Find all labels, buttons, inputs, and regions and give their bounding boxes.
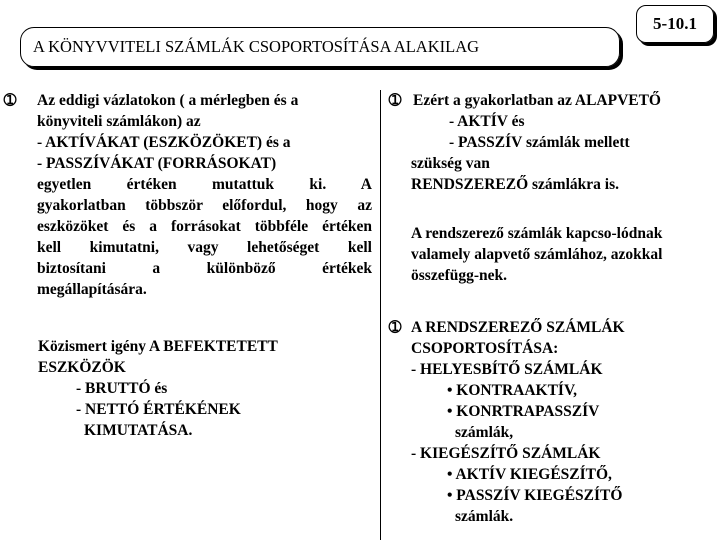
text-line: számlák, (455, 424, 514, 441)
column-divider (380, 90, 381, 540)
right-paragraph-1 (411, 90, 711, 195)
left-paragraph-1 (37, 90, 372, 300)
bullet-icon: ➀ (3, 93, 17, 109)
text-line: - KIEGÉSZÍTŐ SZÁMLÁK (411, 445, 601, 462)
text-line: szükség van (411, 155, 490, 172)
text-line: biztosítani a különböző értékek (37, 260, 372, 277)
text-line: megállapítására. (37, 281, 147, 298)
text-line: valamely alapvető számlához, azokkal (411, 246, 663, 263)
text-line: gyakorlatban többször előfordul, hogy az (37, 197, 372, 214)
text-line: Az eddigi vázlatokon ( a mérlegben és a (37, 92, 299, 109)
text-line: - BRUTTÓ és (76, 380, 168, 397)
text-line: Közismert igény A BEFEKTETETT (38, 338, 278, 355)
bullet-icon: ➀ (388, 320, 402, 336)
text-line: összefügg-nek. (411, 267, 508, 284)
slide-number: 5-10.1 (653, 14, 697, 33)
text-line: - NETTÓ ÉRTÉKÉNEK (76, 401, 241, 418)
left-paragraph-2 (38, 336, 358, 441)
text-line: - PASSZÍV számlák mellett (449, 134, 630, 151)
right-paragraph-1b (411, 223, 711, 286)
text-line: - HELYESBÍTŐ SZÁMLÁK (411, 361, 603, 378)
text-line: • PASSZÍV KIEGÉSZÍTŐ (447, 487, 623, 504)
text-line: - AKTÍVÁKAT (ESZKÖZÖKET) és a (37, 134, 291, 151)
text-line: számlák. (455, 508, 514, 525)
right-paragraph-2 (411, 317, 711, 527)
text-line: - PASSZÍVÁKAT (FORRÁSOKAT) (37, 155, 277, 172)
text-line: eszközöket és a forrásokat többféle értéken (37, 218, 372, 235)
text-line: egyetlen értéken mutattuk ki. A (37, 176, 372, 193)
slide-number-box (636, 5, 714, 43)
text-line: kell kimutatni, vagy lehetőséget kell (37, 239, 372, 256)
text-line: könyviteli számlákon) az (37, 113, 201, 130)
text-line: KIMUTATÁSA. (84, 422, 193, 439)
text-line: Ezért a gyakorlatban az ALAPVETŐ (413, 92, 661, 109)
text-line: • KONTRAAKTÍV, (447, 382, 578, 399)
text-line: - AKTÍV és (449, 113, 525, 130)
slide-title (20, 27, 620, 67)
text-line: ESZKÖZÖK (38, 359, 126, 376)
text-line: • AKTÍV KIEGÉSZÍTŐ, (447, 466, 612, 483)
bullet-icon: ➀ (388, 93, 402, 109)
text-line: A RENDSZEREZŐ SZÁMLÁK (411, 319, 625, 336)
slide-title-text: A KÖNYVVITELI SZÁMLÁK CSOPORTOSÍTÁSA ALAKILAG (33, 37, 480, 56)
text-line: RENDSZEREZŐ számlákra is. (411, 176, 619, 193)
text-line: • KONRTRAPASSZÍV (447, 403, 600, 420)
text-line: A rendszerező számlák kapcso-lódnak (411, 225, 663, 242)
text-line: CSOPORTOSÍTÁSA: (411, 340, 559, 357)
